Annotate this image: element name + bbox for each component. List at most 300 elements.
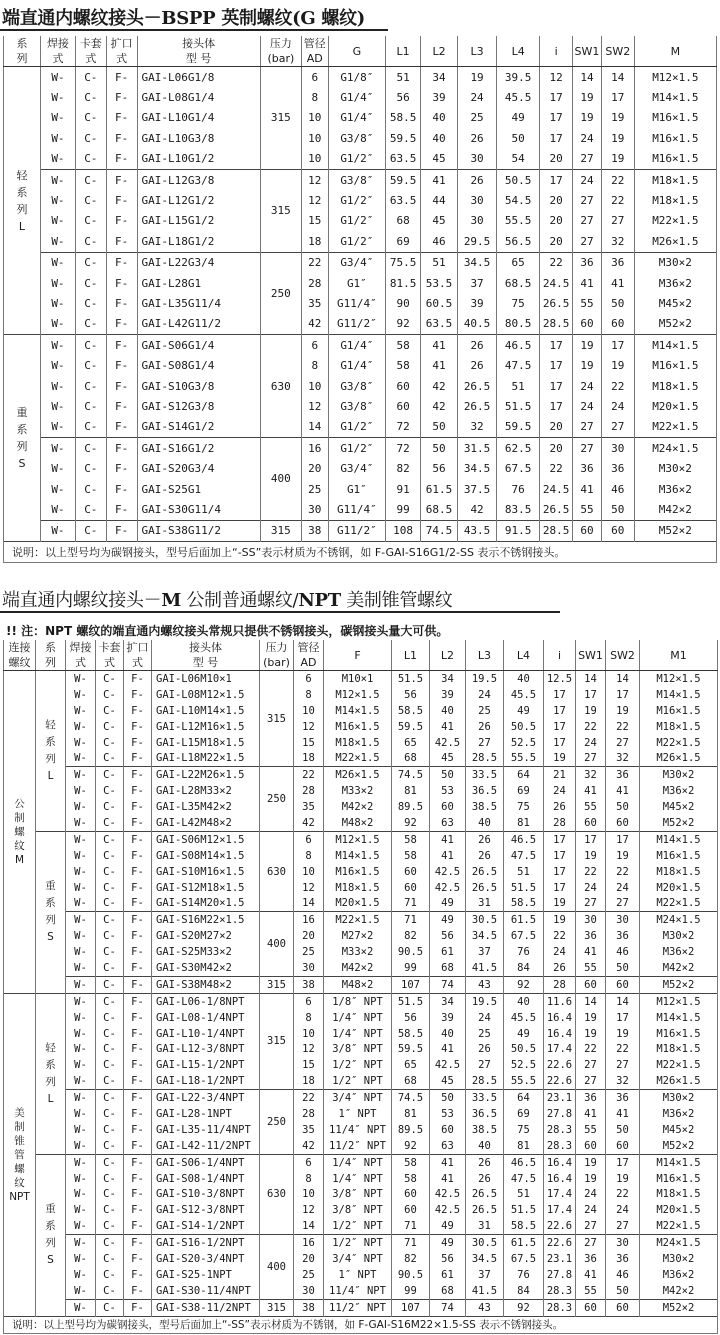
value-cell: 49 — [430, 912, 466, 928]
value-cell: 25 — [294, 1267, 324, 1283]
column-header: 压力 (bar) — [260, 36, 301, 67]
type-cell: W- — [40, 417, 75, 438]
value-cell: 30 — [601, 438, 634, 459]
value-cell: 36.5 — [466, 1106, 504, 1122]
value-cell: 36 — [573, 458, 602, 478]
table-row — [4, 928, 718, 944]
value-cell: 28.5 — [540, 520, 573, 541]
model-cell: GAI-S16-1/2NPT — [152, 1235, 260, 1251]
model-cell: GAI-L22M26×1.5 — [152, 767, 260, 783]
value-cell: 32 — [601, 231, 634, 252]
value-cell: 24 — [606, 1202, 640, 1218]
type-cell: C- — [96, 1026, 124, 1042]
model-cell: GAI-L42-11/2NPT — [152, 1138, 260, 1154]
value-cell: 58 — [386, 335, 421, 356]
value-cell: M10×1 — [324, 671, 392, 687]
value-cell: M30×2 — [640, 928, 718, 944]
table-row — [4, 335, 717, 356]
value-cell: 69 — [504, 1106, 544, 1122]
type-cell: F- — [124, 1299, 152, 1316]
value-cell: 20 — [294, 1251, 324, 1267]
value-cell: 46.5 — [504, 1154, 544, 1170]
value-cell: 23.1 — [544, 1090, 576, 1106]
value-cell: 74.5 — [392, 1090, 430, 1106]
value-cell: 35 — [301, 293, 328, 313]
value-cell: 27 — [576, 1235, 606, 1251]
pressure-cell: 630 — [260, 335, 301, 438]
table-row — [4, 1251, 718, 1267]
value-cell: 51.5 — [392, 993, 430, 1009]
value-cell: 19 — [601, 128, 634, 148]
value-cell: 22 — [606, 1041, 640, 1057]
value-cell: M16×1.5 — [640, 848, 718, 864]
type-cell: F- — [124, 848, 152, 864]
value-cell: 1″ NPT — [324, 1106, 392, 1122]
value-cell: M52×2 — [634, 314, 716, 335]
value-cell: 11/2″ NPT — [324, 1299, 392, 1316]
type-cell: W- — [66, 719, 96, 735]
value-cell: 34.5 — [458, 252, 497, 273]
value-cell: G1/2″ — [328, 211, 386, 231]
value-cell: G3/4″ — [328, 252, 386, 273]
value-cell: 27.8 — [544, 1106, 576, 1122]
model-cell: GAI-S08G1/4 — [137, 355, 260, 375]
value-cell: 60 — [601, 314, 634, 335]
value-cell: 81.5 — [386, 273, 421, 293]
type-cell: F- — [124, 1283, 152, 1299]
type-cell: F- — [124, 1267, 152, 1283]
table-row — [4, 293, 717, 313]
column-header: M — [634, 36, 716, 67]
value-cell: 10 — [294, 1026, 324, 1042]
value-cell: 24 — [466, 1010, 504, 1026]
bspp-spec-table — [3, 36, 717, 563]
table-row — [4, 190, 717, 210]
value-cell: 76 — [504, 1267, 544, 1283]
value-cell: 17 — [576, 687, 606, 703]
column-header: 接头体 型 号 — [152, 640, 260, 671]
model-cell: GAI-S12G3/8 — [137, 396, 260, 416]
type-cell: F- — [124, 1251, 152, 1267]
value-cell: 39 — [421, 87, 458, 107]
value-cell: M22×1.5 — [640, 1057, 718, 1073]
value-cell: 22.6 — [544, 1073, 576, 1089]
value-cell: 34 — [430, 671, 466, 687]
value-cell: M20×1.5 — [324, 895, 392, 911]
value-cell: 17 — [540, 376, 573, 396]
type-cell: W- — [66, 1041, 96, 1057]
value-cell: 42 — [421, 396, 458, 416]
value-cell: 17 — [606, 1154, 640, 1170]
column-header: 管径 AD — [294, 640, 324, 671]
table-row — [4, 87, 717, 107]
type-cell: C- — [96, 993, 124, 1009]
value-cell: 42.5 — [430, 864, 466, 880]
type-cell: C- — [96, 1202, 124, 1218]
value-cell: 50 — [430, 1090, 466, 1106]
value-cell: 46 — [606, 1267, 640, 1283]
value-cell: 84 — [504, 960, 544, 976]
value-cell: 22 — [294, 767, 324, 783]
value-cell: 24 — [576, 735, 606, 751]
value-cell: 75 — [504, 1122, 544, 1138]
value-cell: 20 — [540, 149, 573, 170]
value-cell: 30 — [606, 1235, 640, 1251]
type-cell: F- — [124, 767, 152, 783]
model-cell: GAI-L35-11/4NPT — [152, 1122, 260, 1138]
value-cell: 50.5 — [504, 719, 544, 735]
value-cell: G1/2″ — [328, 231, 386, 252]
value-cell: 36.5 — [466, 783, 504, 799]
value-cell: M12×1.5 — [324, 687, 392, 703]
value-cell: 63 — [430, 1138, 466, 1154]
type-cell: C- — [75, 520, 106, 541]
value-cell: 46 — [421, 231, 458, 252]
value-cell: 49 — [430, 895, 466, 911]
type-cell: W- — [66, 1026, 96, 1042]
value-cell: 75.5 — [386, 252, 421, 273]
value-cell: 50 — [421, 438, 458, 459]
value-cell: 52.5 — [504, 1057, 544, 1073]
value-cell: 17 — [601, 87, 634, 107]
type-cell: W- — [40, 335, 75, 356]
value-cell: 20 — [540, 417, 573, 438]
value-cell: 3/8″ NPT — [324, 1041, 392, 1057]
value-cell: 1/2″ NPT — [324, 1057, 392, 1073]
value-cell: 75 — [504, 799, 544, 815]
value-cell: 49 — [504, 703, 544, 719]
value-cell: 40 — [430, 1026, 466, 1042]
value-cell: 82 — [392, 1251, 430, 1267]
value-cell: 20 — [301, 458, 328, 478]
value-cell: 75 — [497, 293, 540, 313]
value-cell: 72 — [386, 417, 421, 438]
type-cell: C- — [96, 703, 124, 719]
pressure-cell: 315 — [260, 671, 294, 767]
value-cell: 22.6 — [544, 1057, 576, 1073]
value-cell: 17 — [544, 719, 576, 735]
pressure-cell: 315 — [260, 993, 294, 1089]
value-cell: 34.5 — [458, 458, 497, 478]
column-header: 接头体 型 号 — [137, 36, 260, 67]
type-cell: F- — [106, 396, 137, 416]
value-cell: 51.5 — [392, 671, 430, 687]
value-cell: 14 — [606, 993, 640, 1009]
column-header: 系 列 — [36, 640, 66, 671]
table-row — [4, 479, 717, 499]
value-cell: M30×2 — [634, 252, 716, 273]
type-cell: C- — [96, 815, 124, 831]
value-cell: 41 — [430, 831, 466, 847]
value-cell: 22 — [606, 1187, 640, 1203]
value-cell: 10 — [301, 108, 328, 128]
pressure-cell: 315 — [260, 520, 301, 541]
value-cell: 12.5 — [544, 671, 576, 687]
value-cell: M20×1.5 — [640, 1202, 718, 1218]
value-cell: 55.5 — [504, 1073, 544, 1089]
value-cell: G1/4″ — [328, 355, 386, 375]
type-cell: C- — [96, 719, 124, 735]
value-cell: 38.5 — [466, 1122, 504, 1138]
value-cell: 19 — [606, 848, 640, 864]
type-cell: F- — [106, 293, 137, 313]
value-cell: 34.5 — [466, 928, 504, 944]
model-cell: GAI-L12-3/8NPT — [152, 1041, 260, 1057]
type-cell: W- — [40, 314, 75, 335]
value-cell: 44 — [421, 190, 458, 210]
type-cell: C- — [96, 1218, 124, 1234]
type-cell: F- — [106, 128, 137, 148]
value-cell: 19 — [544, 750, 576, 766]
type-cell: C- — [75, 335, 106, 356]
model-cell: GAI-S30-11/4NPT — [152, 1283, 260, 1299]
value-cell: 8 — [301, 355, 328, 375]
value-cell: 41 — [430, 1154, 466, 1170]
type-cell: C- — [96, 1057, 124, 1073]
value-cell: M26×1.5 — [324, 767, 392, 783]
value-cell: 71 — [392, 912, 430, 928]
value-cell: 33.5 — [466, 767, 504, 783]
value-cell: M18×1.5 — [324, 880, 392, 896]
value-cell: 58 — [392, 1154, 430, 1170]
table-row — [4, 314, 717, 335]
type-cell: W- — [66, 848, 96, 864]
table-row — [4, 458, 717, 478]
value-cell: 74 — [430, 1299, 466, 1316]
type-cell: C- — [75, 376, 106, 396]
value-cell: M14×1.5 — [324, 848, 392, 864]
column-header: F — [324, 640, 392, 671]
value-cell: 26.5 — [466, 864, 504, 880]
value-cell: 30 — [458, 190, 497, 210]
type-cell: W- — [40, 479, 75, 499]
value-cell: 28 — [544, 976, 576, 993]
value-cell: 26.5 — [540, 499, 573, 520]
value-cell: 3/4″ NPT — [324, 1251, 392, 1267]
pressure-cell: 315 — [260, 1299, 294, 1316]
value-cell: 27 — [576, 750, 606, 766]
value-cell: 22 — [576, 719, 606, 735]
value-cell: 11/2″ NPT — [324, 1138, 392, 1154]
type-cell: W- — [66, 1235, 96, 1251]
value-cell: 27 — [606, 735, 640, 751]
value-cell: 12 — [540, 67, 573, 88]
value-cell: 60 — [606, 976, 640, 993]
value-cell: M12×1.5 — [634, 67, 716, 88]
table-row — [4, 767, 718, 783]
value-cell: 8 — [294, 848, 324, 864]
value-cell: 81 — [392, 783, 430, 799]
type-cell: W- — [66, 1299, 96, 1316]
value-cell: M12×1.5 — [640, 993, 718, 1009]
value-cell: 56 — [430, 1251, 466, 1267]
value-cell: 37 — [466, 1267, 504, 1283]
value-cell: 24 — [573, 169, 602, 190]
model-cell: GAI-L15-1/2NPT — [152, 1057, 260, 1073]
model-cell: GAI-S20M27×2 — [152, 928, 260, 944]
model-cell: GAI-L06G1/8 — [137, 67, 260, 88]
value-cell: 36 — [606, 1251, 640, 1267]
value-cell: 60 — [386, 376, 421, 396]
value-cell: 50 — [421, 417, 458, 438]
value-cell: 41 — [576, 1106, 606, 1122]
type-cell: F- — [124, 1187, 152, 1203]
type-cell: C- — [96, 1106, 124, 1122]
type-cell: W- — [66, 1106, 96, 1122]
type-cell: W- — [66, 1090, 96, 1106]
value-cell: 58 — [392, 831, 430, 847]
value-cell: 56 — [430, 928, 466, 944]
type-cell: W- — [66, 944, 96, 960]
type-cell: W- — [40, 231, 75, 252]
value-cell: 17.4 — [544, 1187, 576, 1203]
value-cell: 6 — [294, 671, 324, 687]
value-cell: 26 — [466, 1041, 504, 1057]
model-cell: GAI-L28G1 — [137, 273, 260, 293]
type-cell: C- — [96, 895, 124, 911]
value-cell: 82 — [392, 928, 430, 944]
value-cell: 71 — [392, 1218, 430, 1234]
type-cell: W- — [66, 783, 96, 799]
type-cell: F- — [106, 190, 137, 210]
value-cell: 1/4″ NPT — [324, 1010, 392, 1026]
type-cell: C- — [96, 1090, 124, 1106]
type-cell: W- — [66, 960, 96, 976]
type-cell: W- — [40, 499, 75, 520]
value-cell: 12 — [294, 880, 324, 896]
table-row — [4, 417, 717, 438]
value-cell: 40 — [466, 815, 504, 831]
value-cell: G3/8″ — [328, 169, 386, 190]
value-cell: 40 — [466, 1138, 504, 1154]
value-cell: 55.5 — [504, 750, 544, 766]
value-cell: 14 — [606, 671, 640, 687]
value-cell: M22×1.5 — [640, 735, 718, 751]
value-cell: 28.5 — [466, 1073, 504, 1089]
value-cell: 17 — [544, 687, 576, 703]
value-cell: 49 — [504, 1026, 544, 1042]
value-cell: 12 — [301, 190, 328, 210]
value-cell: 17 — [544, 864, 576, 880]
model-cell: GAI-S16M22×1.5 — [152, 912, 260, 928]
table-row — [4, 960, 718, 976]
type-cell: W- — [40, 211, 75, 231]
model-cell: GAI-L08M12×1.5 — [152, 687, 260, 703]
column-header: 焊接 式 — [66, 640, 96, 671]
value-cell: M24×1.5 — [634, 438, 716, 459]
value-cell: G1/4″ — [328, 108, 386, 128]
footer-note: 说明：以上型号均为碳钢接头，型号后面加上“-SS”表示材质为不锈钢，如 F-GAI-S16G1/2-SS 表示不锈钢接头。 — [4, 541, 717, 562]
value-cell: 19 — [576, 1010, 606, 1026]
value-cell: 27 — [573, 149, 602, 170]
value-cell: 42 — [301, 314, 328, 335]
value-cell: 26.5 — [466, 1202, 504, 1218]
value-cell: 39 — [458, 293, 497, 313]
column-header: 扩口 式 — [124, 640, 152, 671]
value-cell: 24.5 — [540, 479, 573, 499]
value-cell: 63.5 — [386, 190, 421, 210]
value-cell: 30.5 — [466, 1235, 504, 1251]
type-cell: C- — [96, 960, 124, 976]
pressure-cell: 630 — [260, 831, 294, 911]
value-cell: 65 — [497, 252, 540, 273]
value-cell: G3/8″ — [328, 396, 386, 416]
value-cell: 40 — [421, 108, 458, 128]
pressure-cell: 250 — [260, 767, 294, 832]
table-row — [4, 396, 717, 416]
value-cell: 63.5 — [421, 314, 458, 335]
column-header: G — [328, 36, 386, 67]
value-cell: 56 — [386, 87, 421, 107]
value-cell: 22 — [601, 169, 634, 190]
value-cell: 59.5 — [497, 417, 540, 438]
type-cell: C- — [96, 880, 124, 896]
value-cell: 45.5 — [504, 1010, 544, 1026]
value-cell: 28.3 — [544, 1122, 576, 1138]
value-cell: 20 — [540, 211, 573, 231]
value-cell: 58.5 — [392, 1026, 430, 1042]
value-cell: 43 — [466, 976, 504, 993]
value-cell: 26 — [466, 1154, 504, 1170]
value-cell: 20 — [540, 190, 573, 210]
table-row — [4, 1202, 718, 1218]
type-cell: F- — [106, 314, 137, 335]
model-cell: GAI-S20-3/4NPT — [152, 1251, 260, 1267]
type-cell: F- — [106, 417, 137, 438]
type-cell: F- — [106, 252, 137, 273]
value-cell: 23.1 — [544, 1251, 576, 1267]
value-cell: 60 — [392, 1187, 430, 1203]
value-cell: 16 — [294, 912, 324, 928]
value-cell: 6 — [294, 993, 324, 1009]
type-cell: W- — [40, 293, 75, 313]
type-cell: C- — [96, 831, 124, 847]
column-header: 系 列 — [4, 36, 41, 67]
value-cell: 30 — [606, 912, 640, 928]
column-header: L3 — [458, 36, 497, 67]
value-cell: 60 — [392, 1202, 430, 1218]
section2-title-part-c: 公制普通螺纹/ — [180, 590, 299, 611]
value-cell: 90 — [386, 293, 421, 313]
value-cell: 51.5 — [504, 880, 544, 896]
type-cell: W- — [40, 67, 75, 88]
model-cell: GAI-S10G3/8 — [137, 376, 260, 396]
table-row — [4, 1235, 718, 1251]
value-cell: 42.5 — [430, 1057, 466, 1073]
table-row — [4, 735, 718, 751]
section1-title: 端直通内螺纹接头－BSPP 英制螺纹(G 螺纹) — [2, 8, 366, 29]
header-row — [4, 36, 717, 67]
section2-title-part-e: 美制锥管螺纹 — [340, 590, 453, 611]
value-cell: M33×2 — [324, 783, 392, 799]
value-cell: M30×2 — [640, 1090, 718, 1106]
value-cell: 60 — [573, 314, 602, 335]
value-cell: 24 — [606, 880, 640, 896]
value-cell: 68.5 — [497, 273, 540, 293]
value-cell: M30×2 — [634, 458, 716, 478]
table-row — [4, 880, 718, 896]
table-row — [4, 944, 718, 960]
column-header: SW1 — [576, 640, 606, 671]
value-cell: 17 — [544, 848, 576, 864]
table-row — [4, 1010, 718, 1026]
type-cell: F- — [124, 831, 152, 847]
type-cell: F- — [124, 912, 152, 928]
type-cell: F- — [106, 169, 137, 190]
column-header: 连接 螺纹 — [4, 640, 36, 671]
model-cell: GAI-L10G1/4 — [137, 108, 260, 128]
value-cell: 56 — [392, 1010, 430, 1026]
